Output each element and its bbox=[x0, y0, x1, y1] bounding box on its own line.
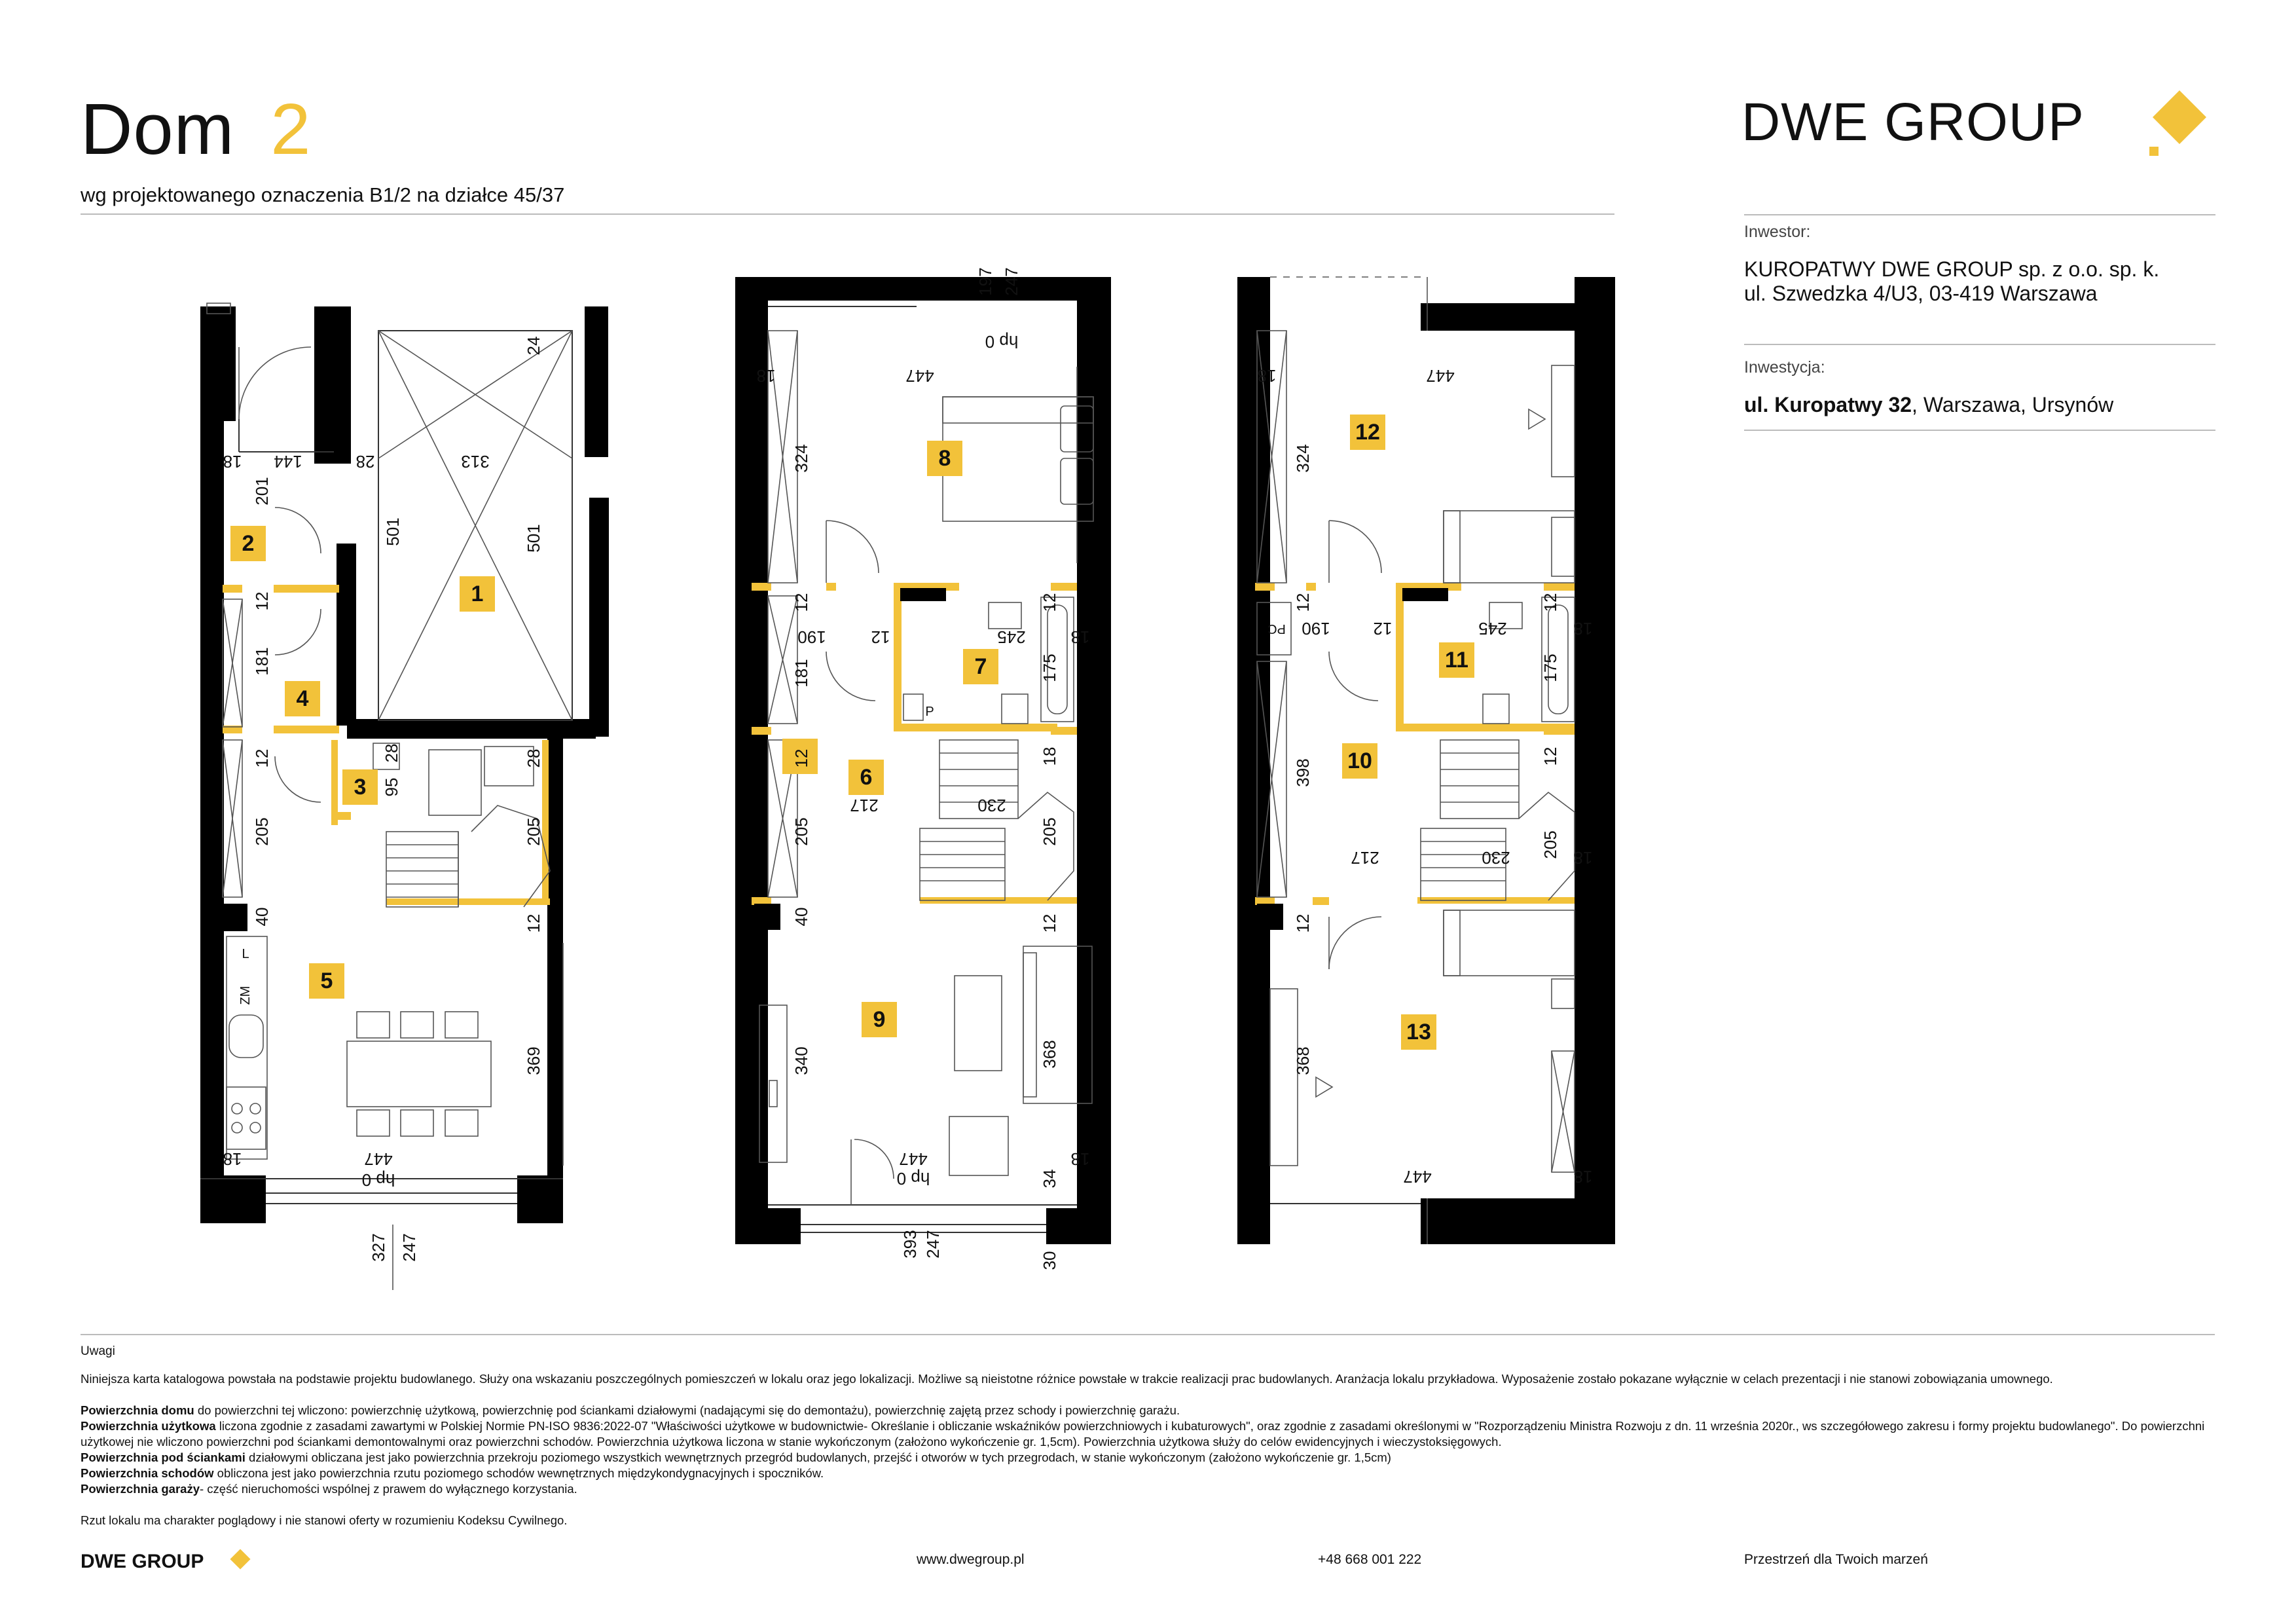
room-label-1: 1 bbox=[471, 581, 484, 606]
dim-g-501a: 501 bbox=[383, 517, 403, 546]
dim-f-12e: 12 bbox=[1040, 913, 1059, 933]
brand-logo: DWE GROUP bbox=[1741, 92, 2085, 152]
dim-g-28b: 28 bbox=[382, 743, 401, 763]
dim-s-12d: 12 bbox=[1540, 747, 1560, 766]
dim-s-12e: 12 bbox=[1293, 913, 1313, 933]
note-wall-area: Powierzchnia pod ściankami działowymi obliczana jest jako powierzchnia przekroju poziomego wszystkich wewnętrznych przegród budowlanych, przejść i otworów w tych przegrodach, w stanie wykończonym (założono wykończenie gr. 1,5cm) bbox=[81, 1450, 1391, 1464]
second-floor-plan bbox=[1237, 277, 1615, 1244]
dim-f-217: 217 bbox=[850, 796, 879, 815]
note-garage-area: Powierzchnia garaży- część nieruchomości wspólnej z prawem do wyłącznego korzystania. bbox=[81, 1482, 577, 1496]
notes-divider bbox=[81, 1334, 2215, 1335]
dim-g-18b: 18 bbox=[223, 1149, 242, 1169]
ground-floor-plan bbox=[200, 303, 609, 1290]
dim-f-181: 181 bbox=[792, 659, 811, 688]
dim-f-18c: 18 bbox=[1040, 747, 1059, 766]
dim-f-30: 30 bbox=[1040, 1251, 1059, 1270]
dim-g-95: 95 bbox=[382, 777, 401, 797]
label-pc: PC bbox=[1267, 621, 1286, 636]
dim-s-398: 398 bbox=[1293, 758, 1313, 787]
room-label-8: 8 bbox=[938, 446, 951, 471]
dim-f-340: 340 bbox=[792, 1046, 811, 1075]
room-label-13: 13 bbox=[1406, 1020, 1431, 1044]
dim-s-12c: 12 bbox=[1540, 593, 1560, 612]
dim-f-hp0a: hp 0 bbox=[985, 332, 1019, 352]
dim-f-324: 324 bbox=[792, 444, 811, 473]
label-p: P bbox=[925, 705, 934, 719]
title-number: 2 bbox=[270, 89, 312, 170]
dim-g-447: 447 bbox=[364, 1149, 393, 1169]
note-house-area: Powierzchnia domu do powierzchni tej wliczono: powierzchnię użytkową, powierzchnię pod ściankami działowymi (nadającymi się do demontażu), powierzchnię zajętą przez schody i powierzchnię garażu. bbox=[81, 1403, 1180, 1417]
dim-s-230: 230 bbox=[1482, 848, 1510, 868]
dim-g-18a: 18 bbox=[223, 452, 242, 471]
dim-f-hp0b: hp 0 bbox=[896, 1169, 930, 1189]
dim-s-12b: 12 bbox=[1373, 619, 1393, 638]
title-word: Dom bbox=[81, 89, 235, 170]
note-stairs-area: Powierzchnia schodów obliczona jest jako powierzchnia rzutu poziomego schodów wewnętrznych międzykondygnacyjnych i spoczników. bbox=[81, 1466, 824, 1480]
room-label-2: 2 bbox=[242, 531, 255, 556]
dim-g-201: 201 bbox=[252, 477, 272, 506]
dim-f-18b: 18 bbox=[1070, 627, 1090, 647]
dim-f-18a: 18 bbox=[756, 366, 776, 386]
dim-s-324: 324 bbox=[1293, 444, 1313, 473]
investor-label: Inwestor: bbox=[1744, 223, 1811, 241]
first-floor-plan bbox=[735, 267, 1111, 1270]
dim-f-247b: 247 bbox=[923, 1230, 943, 1259]
room-label-9: 9 bbox=[873, 1007, 886, 1032]
dim-s-190: 190 bbox=[1302, 619, 1330, 638]
footer-logo: DWE GROUP bbox=[81, 1551, 204, 1572]
room-label-3: 3 bbox=[354, 775, 367, 800]
notes-disclaimer: Rzut lokalu ma charakter poglądowy i nie stanowi oferty w rozumieniu Kodeksu Cywilnego. bbox=[81, 1513, 568, 1527]
dim-f-12a: 12 bbox=[792, 593, 811, 612]
dim-g-181: 181 bbox=[252, 647, 272, 676]
footer-phone[interactable]: +48 668 001 222 bbox=[1318, 1552, 1422, 1567]
dim-s-245: 245 bbox=[1478, 619, 1507, 638]
notes-section bbox=[81, 1344, 2215, 1534]
dim-g-144: 144 bbox=[274, 452, 302, 471]
dim-g-369: 369 bbox=[524, 1046, 543, 1075]
footer-diamond-icon bbox=[230, 1549, 250, 1569]
dim-g-12a: 12 bbox=[252, 591, 272, 611]
investor-address: ul. Szwedzka 4/U3, 03-419 Warszawa bbox=[1744, 282, 2098, 305]
dim-s-175: 175 bbox=[1540, 654, 1560, 682]
dim-f-230: 230 bbox=[977, 796, 1006, 815]
dim-f-197: 197 bbox=[975, 267, 995, 296]
dim-s-18a: 18 bbox=[1257, 366, 1277, 386]
dim-g-501b: 501 bbox=[524, 524, 543, 553]
dim-g-313: 313 bbox=[461, 452, 490, 471]
room-label-7: 7 bbox=[974, 654, 987, 679]
dim-g-12c: 12 bbox=[524, 913, 543, 933]
dim-f-247: 247 bbox=[1002, 267, 1021, 296]
dim-f-12d: 12 bbox=[792, 748, 811, 768]
dim-g-205a: 205 bbox=[252, 817, 272, 846]
dim-f-368: 368 bbox=[1040, 1040, 1059, 1069]
dim-g-40: 40 bbox=[252, 907, 272, 927]
dim-g-28c: 28 bbox=[524, 748, 543, 768]
footer-tagline: Przestrzeń dla Twoich marzeń bbox=[1744, 1552, 1928, 1567]
room-label-11: 11 bbox=[1445, 648, 1468, 673]
dim-s-368: 368 bbox=[1293, 1046, 1313, 1075]
label-dishwasher: ZM bbox=[238, 986, 253, 1005]
dim-f-12c: 12 bbox=[1040, 593, 1059, 612]
dim-g-205b: 205 bbox=[524, 817, 543, 846]
dim-g-12b: 12 bbox=[252, 748, 272, 768]
room-label-12: 12 bbox=[1355, 420, 1380, 445]
dim-f-205a: 205 bbox=[792, 817, 811, 846]
dim-f-245: 245 bbox=[997, 627, 1026, 647]
room-label-4: 4 bbox=[296, 686, 309, 711]
page-subtitle: wg projektowanego oznaczenia B1/2 na działce 45/37 bbox=[81, 183, 565, 206]
room-label-10: 10 bbox=[1347, 748, 1372, 773]
dim-g-327: 327 bbox=[369, 1233, 388, 1262]
room-label-6: 6 bbox=[860, 765, 873, 790]
dim-f-447b: 447 bbox=[899, 1149, 928, 1169]
dim-f-447a: 447 bbox=[905, 366, 934, 386]
dim-g-hp0: hp 0 bbox=[361, 1170, 395, 1190]
dim-f-175: 175 bbox=[1040, 654, 1059, 682]
notes-heading: Uwagi bbox=[81, 1344, 115, 1358]
dim-f-18d: 18 bbox=[1070, 1149, 1090, 1169]
dim-s-18d: 18 bbox=[1573, 1167, 1593, 1187]
dim-s-217: 217 bbox=[1351, 848, 1379, 868]
dim-s-447a: 447 bbox=[1426, 366, 1455, 386]
dim-s-18c: 18 bbox=[1573, 848, 1593, 868]
note-usable-area: Powierzchnia użytkowa liczona zgodnie z zasadami zawartymi w Polskiej Normie PN-ISO 9836:2022-07 "Właściwości użytkowe w budownictwie- Określanie i obliczanie wskaźników powierzchniowych i kubaturowych", oraz zgodnie z zasadami określonymi w "Rozporządzeniu Ministra Rozwoju z dn. 11 września 2020r., ws szczegółowego zakresu i formy projektu budowlanego". Do powierzchni użytkowej nie wliczono powierzchni pod ściankami demontowalnymi oraz powierzchni schodów. Powierzchnia użytkowa liczona w stanie wykończonym (założono wykończenie gr. 1,5cm). Powierzchnia użytkowa służy do celów ewidencyjnych i wieczystoksięgowych. bbox=[81, 1419, 2205, 1449]
dim-g-28a: 28 bbox=[355, 452, 375, 471]
dim-s-18b: 18 bbox=[1573, 619, 1593, 638]
dim-g-24: 24 bbox=[524, 336, 543, 356]
dim-f-12b: 12 bbox=[871, 627, 890, 647]
dim-f-34: 34 bbox=[1040, 1169, 1059, 1189]
dim-f-40: 40 bbox=[792, 907, 811, 927]
notes-paragraph: Niniejsza karta katalogowa powstała na podstawie projektu budowlanego. Służy ona wskazaniu poszczególnych pomieszczeń w lokalu oraz jego lokalizacji. Możliwe są nieistotne różnice powstałe w trakcie realizacji prac budowlanych. Aranżacja lokalu przykładowa. Wyposażenie zostało pokazane wyłącznie w celach prezentacji i nie stanowi zobowiązania umownego. bbox=[81, 1372, 2053, 1386]
dim-f-393: 393 bbox=[900, 1230, 920, 1259]
dim-f-205b: 205 bbox=[1040, 817, 1059, 846]
investment-city: , Warszawa, Ursynów bbox=[1912, 393, 2114, 416]
footer-website-link[interactable]: www.dwegroup.pl bbox=[917, 1552, 1025, 1567]
dim-g-247: 247 bbox=[399, 1233, 419, 1262]
room-label-5: 5 bbox=[320, 969, 333, 993]
investment-street: ul. Kuropatwy 32 bbox=[1744, 393, 1912, 416]
dim-f-190: 190 bbox=[797, 627, 826, 647]
investment-label: Inwestycja: bbox=[1744, 358, 1825, 377]
label-fridge: L bbox=[242, 947, 249, 961]
dim-s-205: 205 bbox=[1540, 830, 1560, 859]
dim-s-12a: 12 bbox=[1293, 593, 1313, 612]
investor-name: KUROPATWY DWE GROUP sp. z o.o. sp. k. bbox=[1744, 257, 2160, 281]
dim-s-447b: 447 bbox=[1403, 1167, 1432, 1187]
